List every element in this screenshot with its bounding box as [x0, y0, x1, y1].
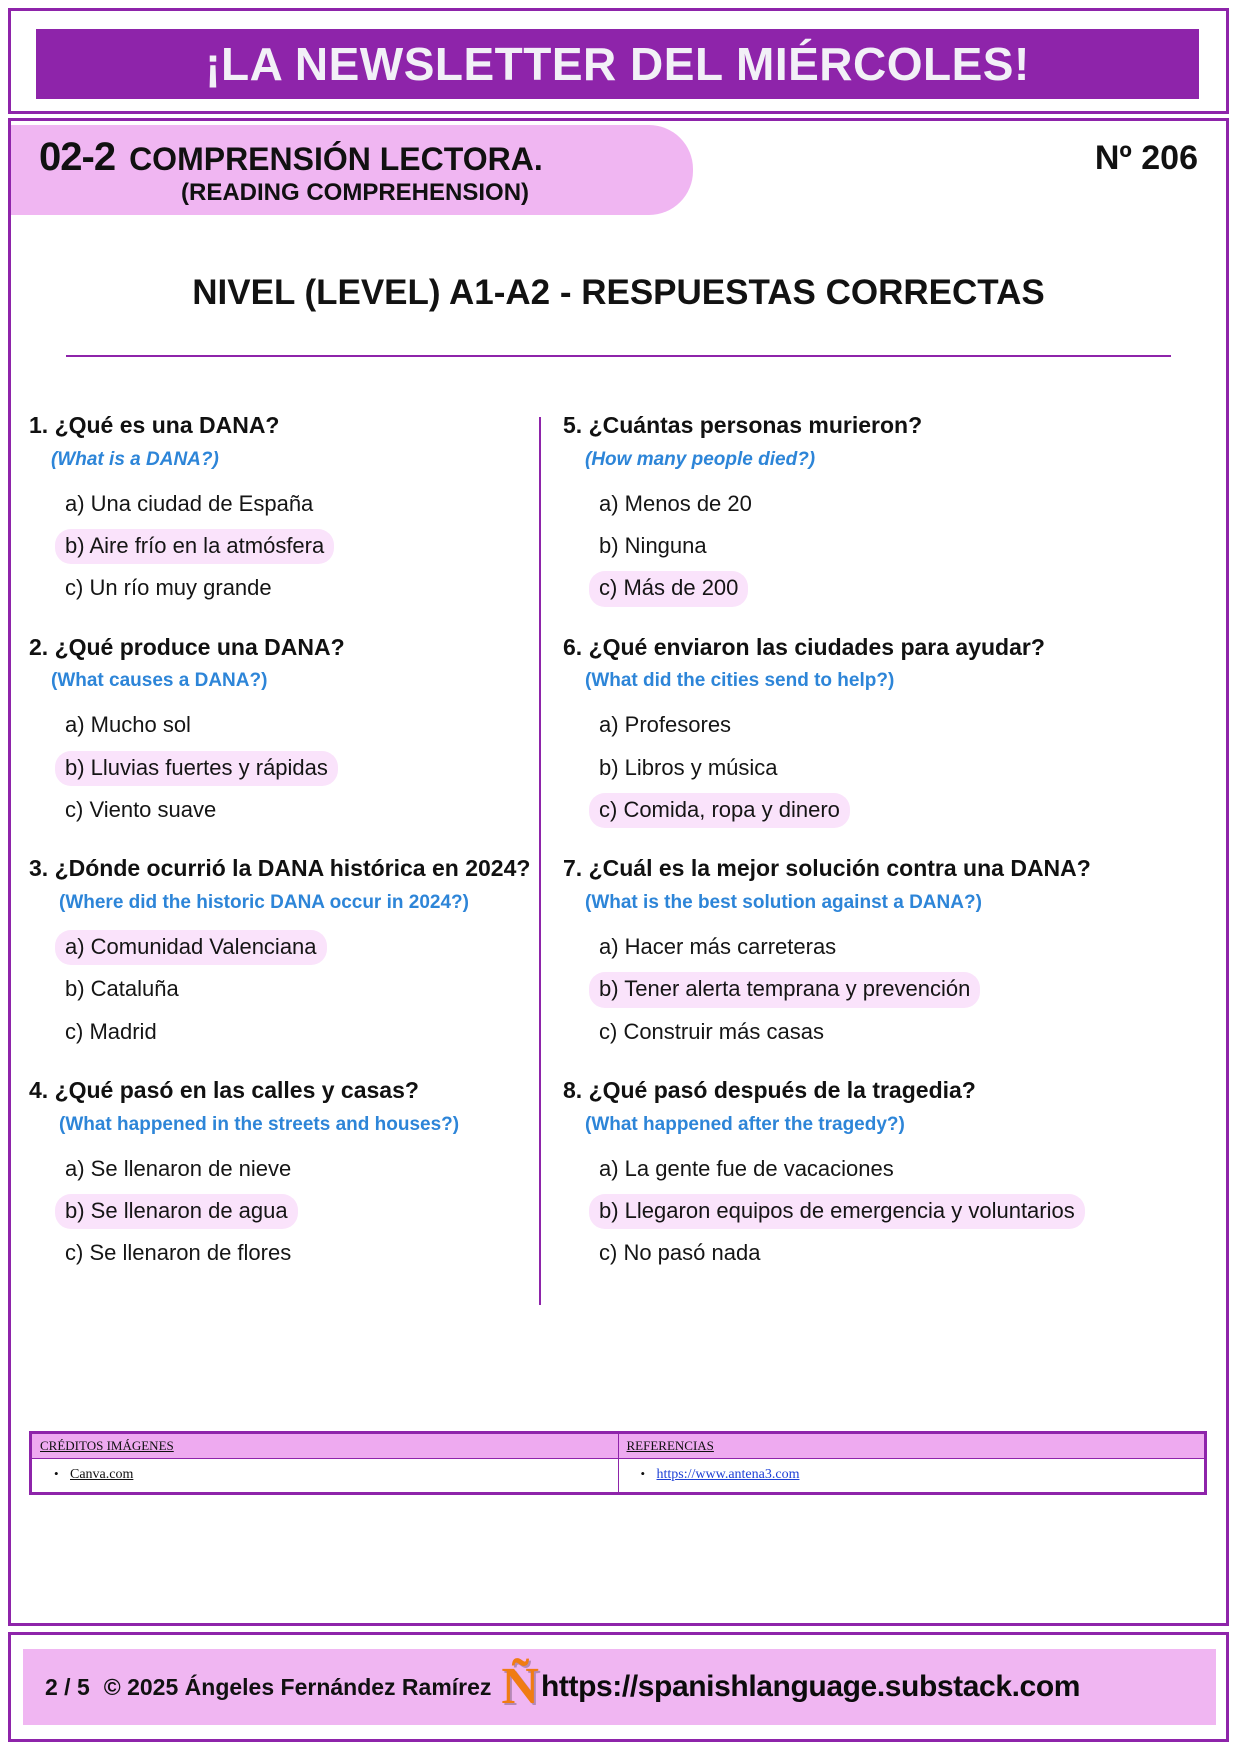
answer-row — [29, 1145, 549, 1187]
question-translation: (What happened after the tragedy?) — [585, 1113, 905, 1135]
credits-images-cell — [32, 1459, 619, 1493]
answer-row — [563, 744, 1123, 786]
credits-references-cell — [618, 1459, 1205, 1493]
question-block-4 — [29, 1076, 549, 1272]
answer-row — [29, 965, 549, 1007]
answer-option[interactable]: a) Hacer más carreteras — [599, 933, 837, 959]
credits-images-header — [32, 1434, 619, 1459]
masthead-banner — [36, 29, 1199, 99]
question-title: 8. ¿Qué pasó después de la tragedia? — [563, 1077, 976, 1104]
answer-row — [563, 965, 1123, 1007]
answer-option[interactable]: a) Profesores — [599, 712, 732, 738]
question-translation: (What is a DANA?) — [51, 448, 219, 470]
answer-option[interactable]: a) Una ciudad de España — [65, 490, 314, 516]
question-title: 1. ¿Qué es una DANA? — [29, 412, 280, 438]
content-frame — [8, 118, 1229, 1626]
answer-options — [29, 480, 549, 607]
answer-row — [29, 786, 549, 828]
credits-table — [29, 1431, 1207, 1495]
masthead — [8, 8, 1229, 114]
copyright-notice: © 2025 Ángeles Fernández Ramírez — [103, 1673, 492, 1700]
footer-bar — [23, 1649, 1216, 1725]
credits-body-row — [32, 1459, 1205, 1493]
question-title: 7. ¿Cuál es la mejor solución contra una DANA? — [563, 855, 1091, 882]
answer-row — [563, 1145, 1123, 1187]
answer-row — [563, 1229, 1123, 1271]
answer-row — [29, 1229, 549, 1271]
answer-row — [563, 522, 1123, 564]
answer-option-correct[interactable]: c) Más de 200 — [589, 571, 748, 606]
answer-options — [29, 1145, 549, 1272]
question-translation: (What did the cities send to help?) — [585, 670, 895, 692]
question-translation: (What is the best solution against a DANA?) — [585, 892, 982, 914]
answer-option[interactable]: c) Construir más casas — [599, 1018, 824, 1044]
credits-references-header-label: REFERENCIAS — [626, 1438, 714, 1453]
answer-option[interactable]: b) Ninguna — [599, 532, 707, 558]
masthead-title: ¡LA NEWSLETTER DEL MIÉRCOLES! — [205, 38, 1030, 90]
list-item — [54, 1467, 133, 1482]
answer-row — [563, 1008, 1123, 1050]
subject-heading — [39, 135, 543, 180]
footer — [8, 1632, 1229, 1742]
answer-option[interactable]: c) Viento suave — [65, 796, 217, 822]
subject-code: 02-2 — [39, 135, 116, 179]
quiz-area — [11, 411, 1226, 1311]
question-translation: (How many people died?) — [585, 448, 816, 470]
answer-row — [29, 480, 549, 522]
answer-option-correct[interactable]: b) Llegaron equipos de emergencia y voluntarios — [589, 1194, 1085, 1229]
level-heading: NIVEL (LEVEL) A1-A2 - RESPUESTAS CORRECTAS — [192, 273, 1045, 312]
answer-option-correct[interactable]: b) Lluvias fuertes y rápidas — [55, 751, 338, 786]
answer-option[interactable]: a) Menos de 20 — [599, 490, 752, 516]
question-block-7 — [563, 854, 1123, 1050]
answer-row — [29, 522, 549, 564]
subject-name: COMPRENSIÓN LECTORA. — [129, 141, 543, 177]
credits-references-header — [618, 1434, 1205, 1459]
issue-number: Nº 206 — [1094, 139, 1198, 177]
answer-row — [29, 744, 549, 786]
enye-logo-icon: Ñ — [501, 1657, 539, 1715]
answer-row — [29, 923, 549, 965]
question-block-8 — [563, 1076, 1123, 1272]
questions-column-right — [563, 411, 1123, 1272]
subject-translation: (READING COMPREHENSION) — [181, 179, 530, 206]
question-block-5 — [563, 411, 1123, 607]
answer-option-correct[interactable]: b) Se llenaron de agua — [55, 1194, 298, 1229]
answer-option[interactable]: c) Un río muy grande — [65, 575, 272, 601]
answer-row — [29, 1008, 549, 1050]
answer-row — [29, 564, 549, 606]
antena3-link[interactable]: https://www.antena3.com — [656, 1467, 800, 1482]
question-translation: (What causes a DANA?) — [51, 670, 268, 692]
answer-option[interactable]: a) Mucho sol — [65, 712, 191, 738]
answer-row — [563, 1187, 1123, 1229]
answer-row — [29, 701, 549, 743]
credits-header-row — [32, 1434, 1205, 1459]
answer-option[interactable]: c) Se llenaron de flores — [65, 1240, 292, 1266]
questions-column-left — [29, 411, 549, 1272]
answer-option[interactable]: c) Madrid — [65, 1018, 157, 1044]
answer-options — [563, 701, 1123, 828]
answer-option[interactable]: b) Libros y música — [599, 754, 778, 780]
answer-option[interactable]: b) Cataluña — [65, 976, 179, 1002]
answer-options — [563, 923, 1123, 1050]
answer-options — [563, 1145, 1123, 1272]
question-translation: (Where did the historic DANA occur in 2024?) — [59, 892, 469, 914]
question-title: 4. ¿Qué pasó en las calles y casas? — [29, 1077, 419, 1104]
canva-link[interactable]: Canva.com — [70, 1467, 134, 1482]
answer-options — [29, 701, 549, 828]
answer-options — [563, 480, 1123, 607]
question-block-6 — [563, 633, 1123, 829]
answer-option[interactable]: c) No pasó nada — [599, 1240, 761, 1266]
answer-option-correct[interactable]: c) Comida, ropa y dinero — [589, 793, 850, 828]
question-title: 2. ¿Qué produce una DANA? — [29, 633, 345, 660]
question-title: 3. ¿Dónde ocurrió la DANA histórica en 2024? — [29, 855, 531, 882]
answer-options — [29, 923, 549, 1050]
credits-images-header-label: CRÉDITOS IMÁGENES — [40, 1438, 174, 1453]
question-block-2 — [29, 633, 549, 829]
answer-option-correct[interactable]: b) Tener alerta temprana y prevención — [589, 972, 980, 1007]
answer-option-correct[interactable]: a) Comunidad Valenciana — [55, 930, 327, 965]
question-block-3 — [29, 854, 549, 1050]
answer-row — [29, 1187, 549, 1229]
answer-row — [563, 923, 1123, 965]
list-item — [641, 1467, 800, 1482]
answer-row — [563, 480, 1123, 522]
answer-option[interactable]: a) Se llenaron de nieve — [65, 1155, 292, 1181]
answer-row — [563, 701, 1123, 743]
answer-row — [563, 564, 1123, 606]
question-title: 5. ¿Cuántas personas murieron? — [563, 412, 923, 438]
answer-option[interactable]: a) La gente fue de vacaciones — [599, 1155, 894, 1181]
answer-row — [563, 786, 1123, 828]
question-block-1 — [29, 411, 549, 607]
question-translation: (What happened in the streets and houses?) — [59, 1113, 460, 1135]
question-title: 6. ¿Qué enviaron las ciudades para ayudar? — [563, 633, 1045, 660]
heading-divider — [66, 355, 1171, 357]
page-indicator: 2 / 5 — [45, 1673, 90, 1700]
substack-url[interactable]: https://spanishlanguage.substack.com — [540, 1670, 1081, 1703]
answer-option-correct[interactable]: b) Aire frío en la atmósfera — [55, 529, 334, 564]
